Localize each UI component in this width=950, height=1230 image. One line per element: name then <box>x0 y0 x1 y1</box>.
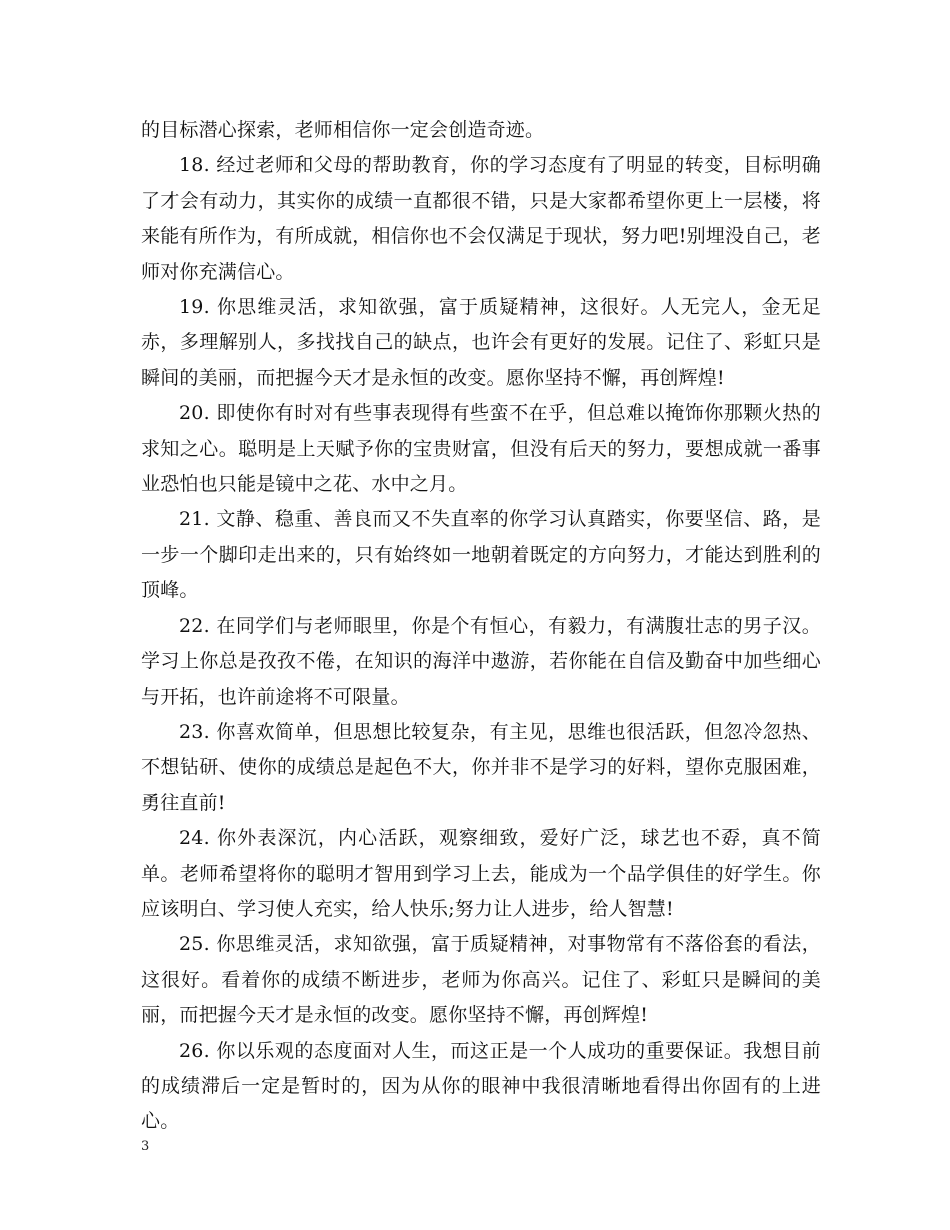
paragraph-24: 24. 你外表深沉，内心活跃，观察细致，爱好广泛，球艺也不孬，真不简单。老师希望将你的聪明才智用到学习上去，能成为一个品学俱佳的好学生。你应该明白、学习使人充实，给人快乐;努力让人进步，给人智慧! <box>141 827 821 920</box>
paragraph-18: 18. 经过老师和父母的帮助教育，你的学习态度有了明显的转变，目标明确了才会有动力，其实你的成绩一直都很不错，只是大家都希望你更上一层楼，将来能有所作为，有所成就，相信你也不会仅满足于现状，努力吧!别埋没自己，老师对你充满信心。 <box>141 154 821 283</box>
document-body <box>141 113 821 1140</box>
paragraph-26: 26. 你以乐观的态度面对人生，而这正是一个人成功的重要保证。我想目前的成绩滞后一定是暂时的，因为从你的眼神中我很清晰地看得出你固有的上进心。 <box>141 1039 821 1133</box>
paragraph-19: 19. 你思维灵活，求知欲强，富于质疑精神，这很好。人无完人，金无足赤，多理解别人，多找找自己的缺点，也许会有更好的发展。记住了、彩虹只是瞬间的美丽，而把握今天才是永恒的改变。愿你坚持不懈，再创辉煌! <box>141 296 821 389</box>
paragraph-21: 21. 文静、稳重、善良而又不失直率的你学习认真踏实，你要坚信、路，是一步一个脚印走出来的，只有始终如一地朝着既定的方向努力，才能达到胜利的顶峰。 <box>141 508 821 602</box>
page-number: 3 <box>141 1139 150 1154</box>
paragraph-20: 20. 即使你有时对有些事表现得有些蛮不在乎，但总难以掩饰你那颗火热的求知之心。聪明是上天赋予你的宝贵财富，但没有后天的努力，要想成就一番事业恐怕也只能是镜中之花、水中之月。 <box>141 402 821 496</box>
paragraph-23: 23. 你喜欢简单，但思想比较复杂，有主见，思维也很活跃，但忽冷忽热、不想钻研、使你的成绩总是起色不大，你并非不是学习的好料，望你克服困难，勇往直前! <box>141 720 821 814</box>
paragraph-22: 22. 在同学们与老师眼里，你是个有恒心，有毅力，有满腹壮志的男子汉。学习上你总是孜孜不倦，在知识的海洋中遨游，若你能在自信及勤奋中加些细心与开拓，也许前途将不可限量。 <box>141 614 821 708</box>
paragraph-25: 25. 你思维灵活，求知欲强，富于质疑精神，对事物常有不落俗套的看法，这很好。看着你的成绩不断进步，老师为你高兴。记住了、彩虹只是瞬间的美丽，而把握今天才是永恒的改变。愿你坚持不懈，再创辉煌! <box>141 933 821 1027</box>
paragraph-continuation: 的目标潜心探索，老师相信你一定会创造奇迹。 <box>141 119 545 141</box>
